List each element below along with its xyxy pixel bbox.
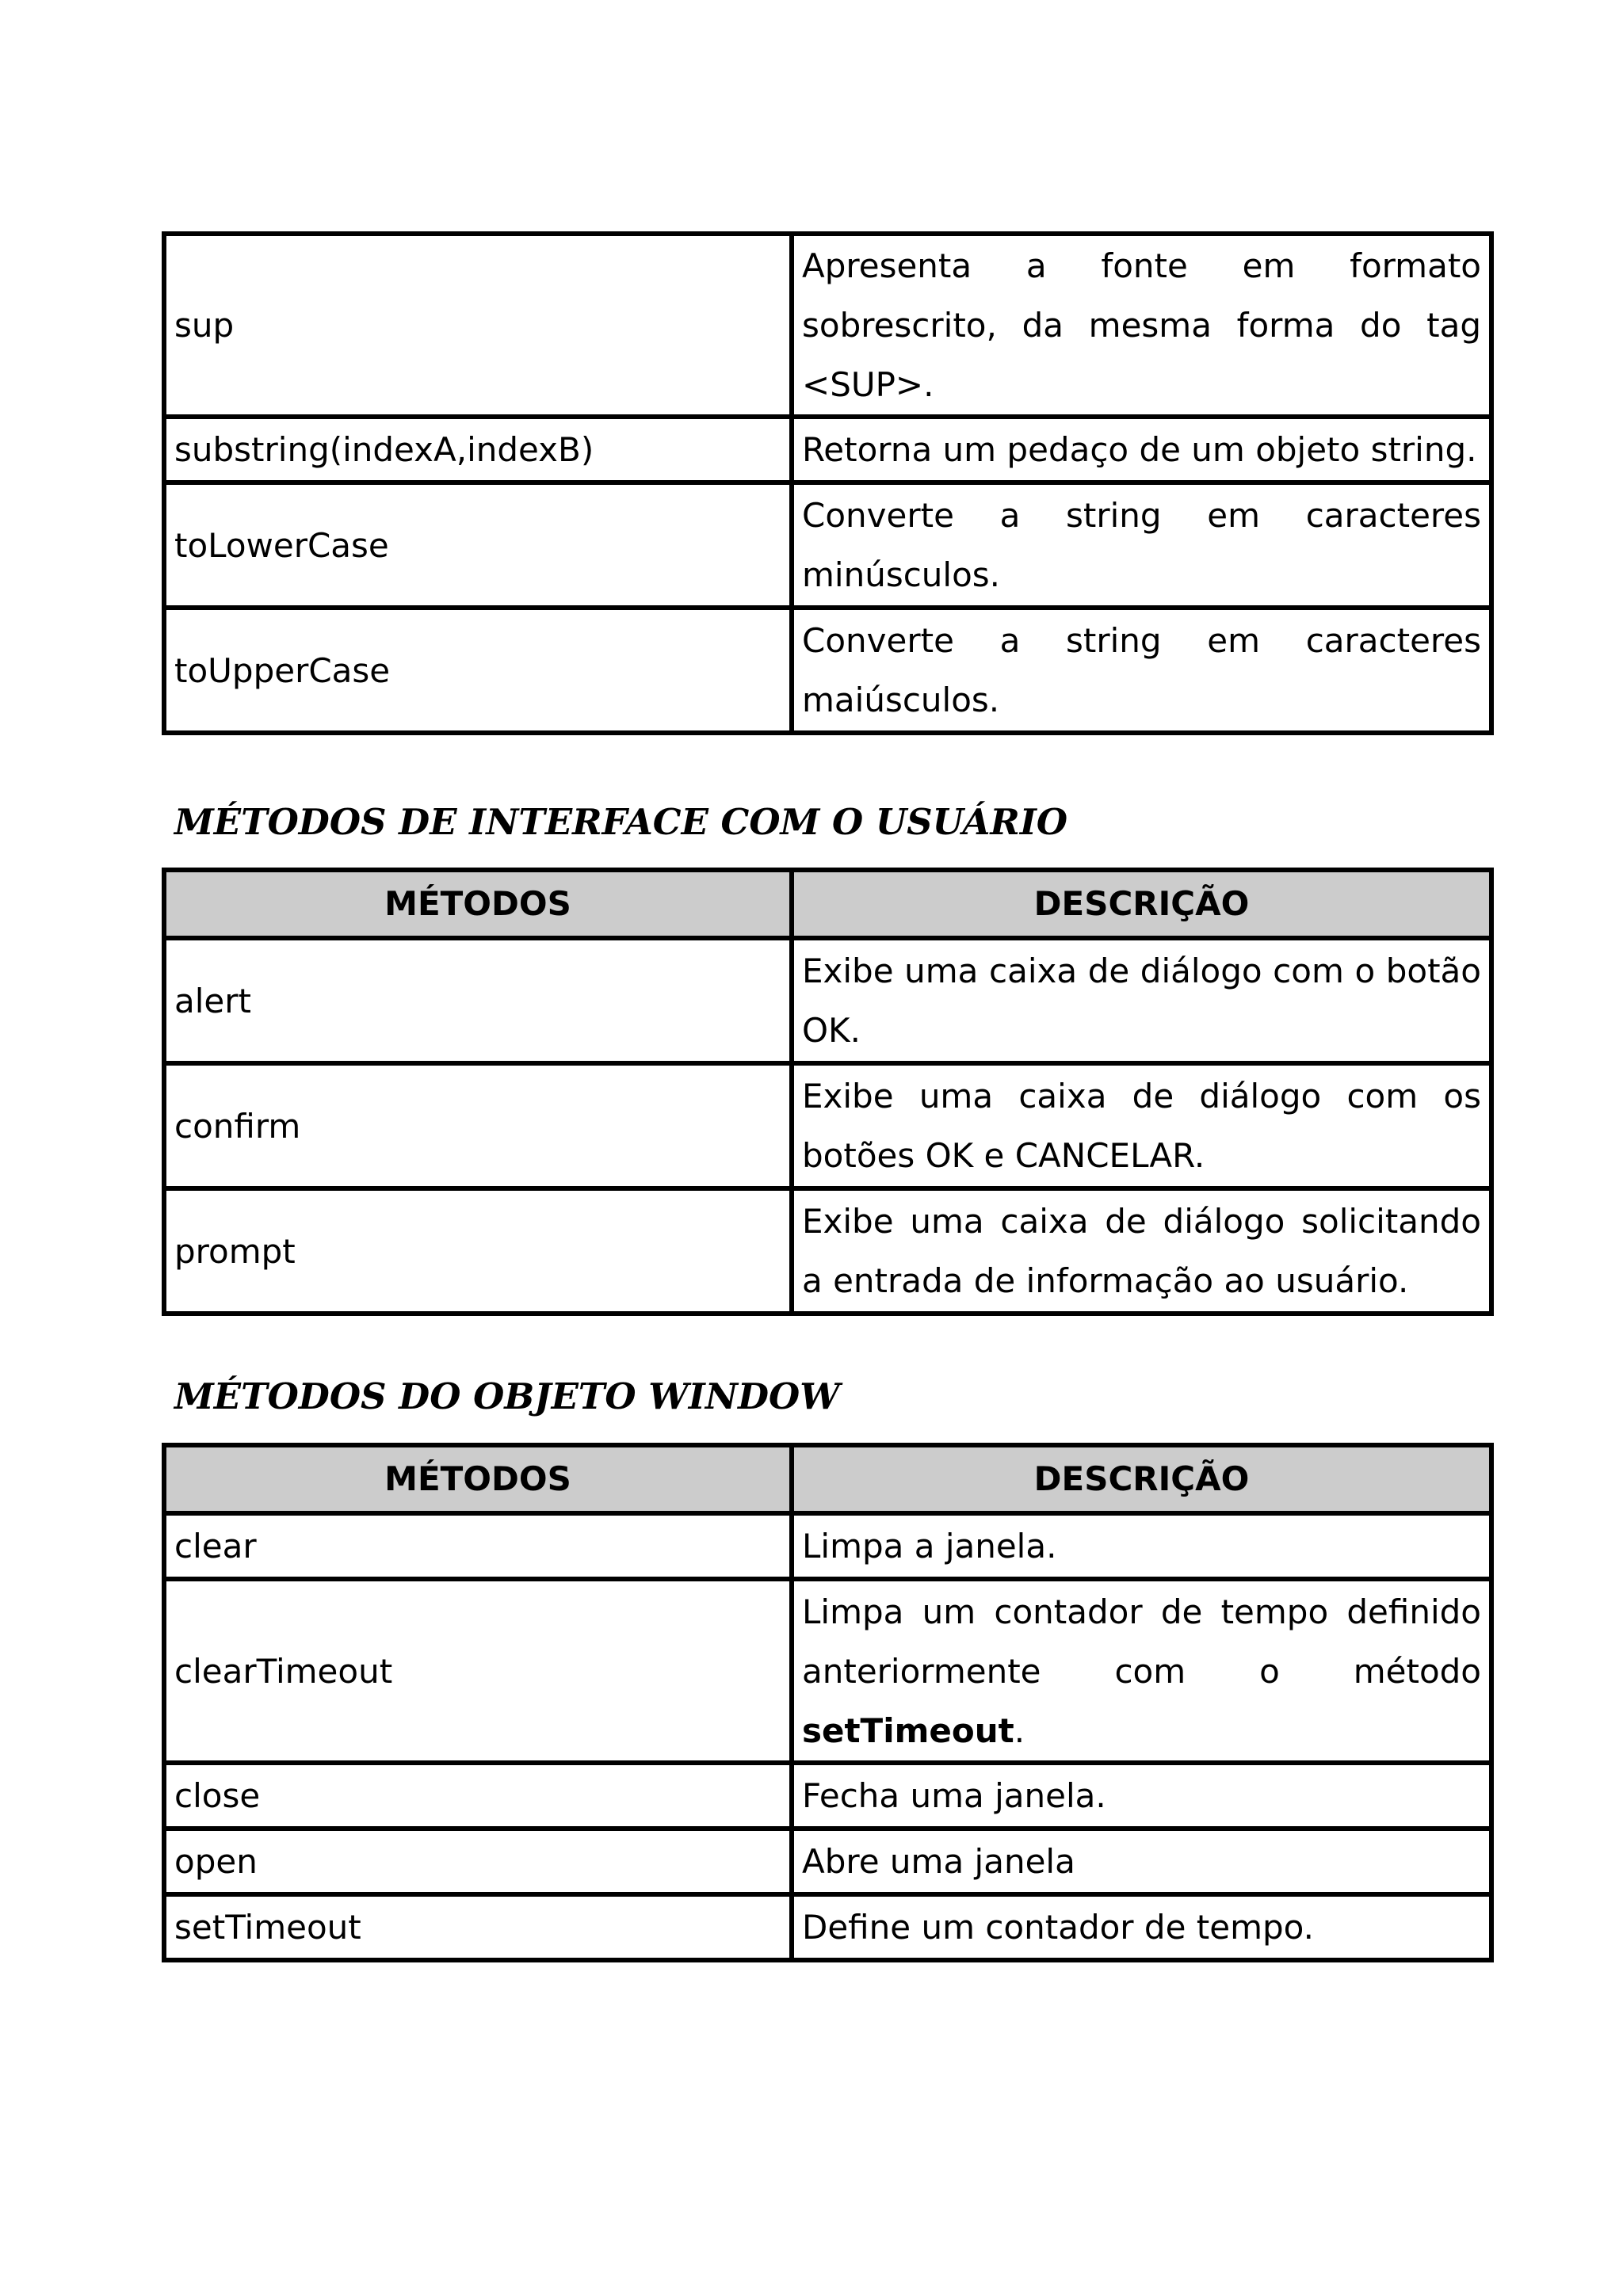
table-row <box>164 1063 1491 1188</box>
table-header-row <box>164 1445 1491 1513</box>
table-row <box>164 1188 1491 1314</box>
method-name: open <box>164 1829 792 1894</box>
section-title-interface: MÉTODOS DE INTERFACE COM O USUÁRIO <box>174 801 1068 843</box>
method-name: sup <box>164 234 792 417</box>
column-header-description: DESCRIÇÃO <box>792 1445 1491 1513</box>
method-description: Converte a string em caracteres minúsculos. <box>792 482 1491 608</box>
method-reference-bold: setTimeout <box>802 1711 1014 1750</box>
table-row <box>164 608 1491 733</box>
method-name: prompt <box>164 1188 792 1314</box>
method-description: Exibe uma caixa de diálogo solicitando a entrada de informação ao usuário. <box>792 1188 1491 1314</box>
method-description: Limpa a janela. <box>792 1513 1491 1579</box>
method-name: substring(indexA,indexB) <box>164 417 792 482</box>
table-row <box>164 1829 1491 1894</box>
method-description: Fecha uma janela. <box>792 1763 1491 1829</box>
method-description: Abre uma janela <box>792 1829 1491 1894</box>
method-description: Converte a string em caracteres maiúsculos. <box>792 608 1491 733</box>
table-row <box>164 1513 1491 1579</box>
table-header-row <box>164 870 1491 938</box>
description-text: Limpa um contador de tempo definido anteriormente com o método <box>802 1592 1481 1691</box>
method-name: clearTimeout <box>164 1579 792 1763</box>
table-row <box>164 417 1491 482</box>
table-row <box>164 234 1491 417</box>
method-description <box>792 1579 1491 1763</box>
window-methods-table <box>162 1443 1494 1962</box>
method-name: setTimeout <box>164 1894 792 1960</box>
method-description: Define um contador de tempo. <box>792 1894 1491 1960</box>
string-methods-table <box>162 231 1494 735</box>
table-row <box>164 1579 1491 1763</box>
method-description: Exibe uma caixa de diálogo com os botões OK e CANCELAR. <box>792 1063 1491 1188</box>
table-row <box>164 1894 1491 1960</box>
method-name: alert <box>164 938 792 1063</box>
method-description: Retorna um pedaço de um objeto string. <box>792 417 1491 482</box>
column-header-description: DESCRIÇÃO <box>792 870 1491 938</box>
column-header-methods: MÉTODOS <box>164 870 792 938</box>
description-suffix: . <box>1014 1711 1025 1750</box>
table-row <box>164 1763 1491 1829</box>
method-name: confirm <box>164 1063 792 1188</box>
column-header-methods: MÉTODOS <box>164 1445 792 1513</box>
method-name: toLowerCase <box>164 482 792 608</box>
table-row <box>164 482 1491 608</box>
method-description: Exibe uma caixa de diálogo com o botão OK. <box>792 938 1491 1063</box>
table-row <box>164 938 1491 1063</box>
section-title-window: MÉTODOS DO OBJETO WINDOW <box>174 1375 840 1417</box>
method-name: toUpperCase <box>164 608 792 733</box>
method-description: Apresenta a fonte em formato sobrescrito, da mesma forma do tag <SUP>. <box>792 234 1491 417</box>
method-name: clear <box>164 1513 792 1579</box>
interface-methods-table <box>162 868 1494 1316</box>
method-name: close <box>164 1763 792 1829</box>
